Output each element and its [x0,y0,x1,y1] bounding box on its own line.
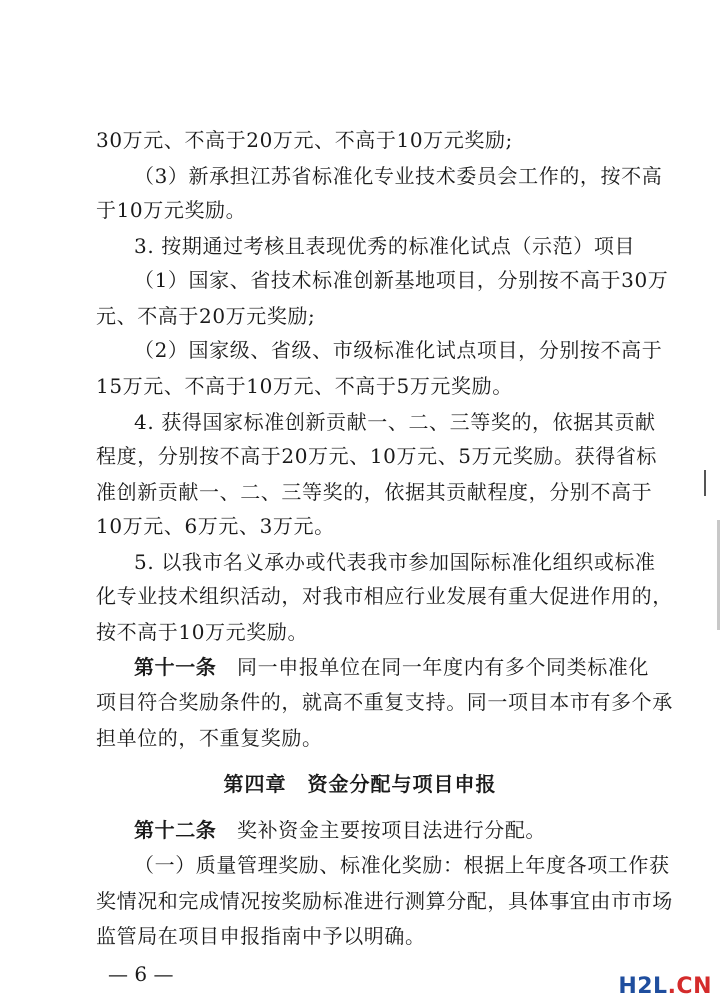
article-12-label: 第十二条 [134,818,217,842]
text-line: （3）新承担江苏省标准化专业技术委员会工作的，按不高 [134,164,663,188]
text-line: 10万元、6万元、3万元。 [96,514,335,538]
text-line: 按不高于10万元奖励。 [96,620,309,644]
article-11-line [134,655,649,679]
text-line: 于10万元奖励。 [96,198,247,222]
page-number: — 6 — [108,962,174,986]
article-12-line [134,818,546,842]
text-line: 项目符合奖励条件的，就高不重复支持。同一项目本市有多个承 [96,690,673,714]
text-line: 监管局在项目申报指南中予以明确。 [96,924,426,948]
text-line: 5. 以我市名义承办或代表我市参加国际标准化组织或标准 [134,550,656,574]
chapter-heading: 第四章 资金分配与项目申报 [223,772,497,796]
text-line: （1）国家、省技术标准创新基地项目，分别按不高于30万 [134,268,669,292]
article-12-text: 奖补资金主要按项目法进行分配。 [237,818,547,842]
text-line: 15万元、不高于10万元、不高于5万元奖励。 [96,374,513,398]
watermark-part-b: .CN [667,974,712,999]
text-line: 程度，分别按不高于20万元、10万元、5万元奖励。获得省标 [96,444,658,468]
text-line: 化专业技术组织活动，对我市相应行业发展有重大促进作用的， [96,584,673,608]
article-11-text: 同一申报单位在同一年度内有多个同类标准化 [237,655,650,679]
article-11-label: 第十一条 [134,655,217,679]
text-line: 担单位的，不重复奖励。 [96,726,323,750]
text-line: 元、不高于20万元奖励; [96,304,316,328]
site-watermark-logo [618,974,712,999]
text-line: 准创新贡献一、二、三等奖的，依据其贡献程度，分别不高于 [96,480,653,504]
watermark-part-a: H2L [618,974,668,999]
text-line: 30万元、不高于20万元、不高于10万元奖励; [96,128,513,152]
text-line: （2）国家级、省级、市级标准化试点项目，分别按不高于 [134,338,663,362]
scan-mark [704,470,706,496]
text-line: 3. 按期通过考核且表现优秀的标准化试点（示范）项目 [134,234,636,258]
text-line: 4. 获得国家标准创新贡献一、二、三等奖的，依据其贡献 [134,410,656,434]
text-line: （一）质量管理奖励、标准化奖励：根据上年度各项工作获 [134,853,670,877]
text-line: 奖情况和完成情况按奖励标准进行测算分配，具体事宜由市市场 [96,889,673,913]
